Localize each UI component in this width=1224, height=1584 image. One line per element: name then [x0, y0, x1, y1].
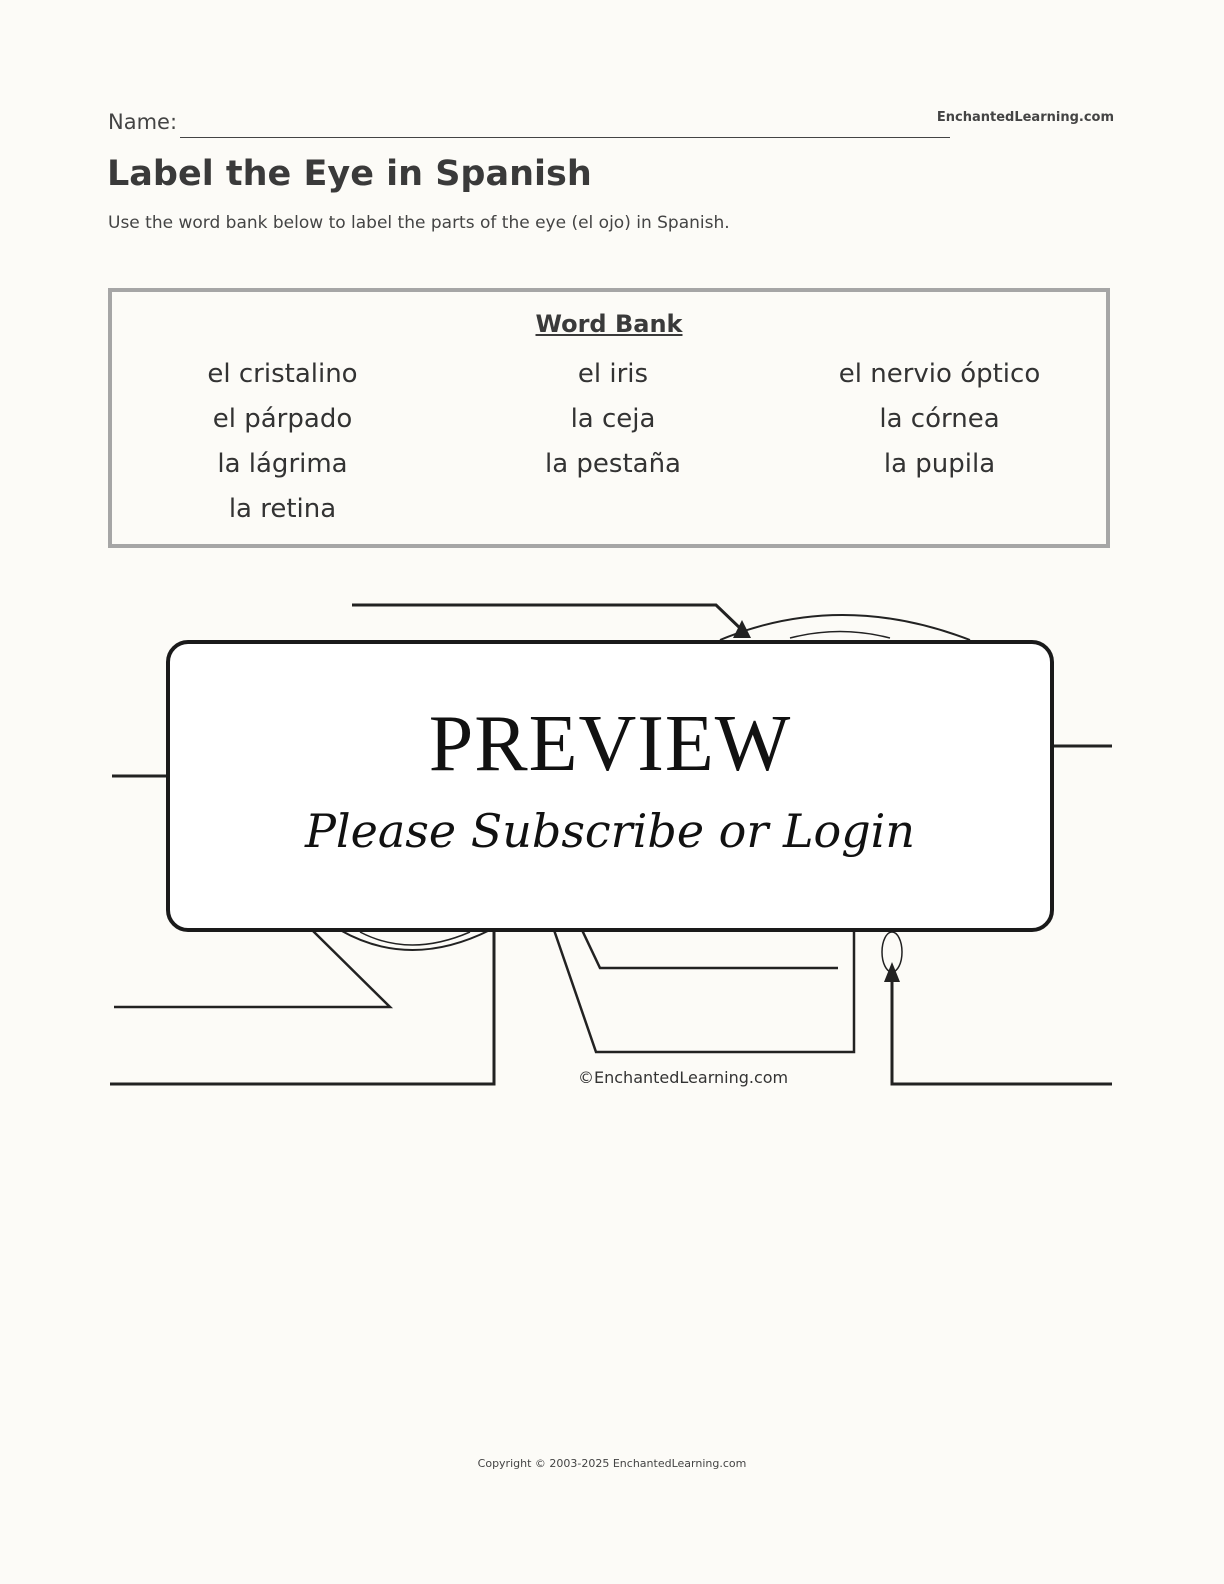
word-bank-item: la córnea [879, 404, 1000, 434]
preview-overlay[interactable] [166, 640, 1054, 932]
label-line-bottom-right [892, 970, 1112, 1084]
word-bank-item: la lágrima [217, 449, 348, 479]
word-bank-item: el cristalino [207, 359, 358, 389]
word-bank-item: la pestaña [544, 449, 681, 479]
word-bank-item: el iris [577, 359, 649, 389]
label-line-center-bottom [554, 930, 854, 1052]
eye-inner-arc [790, 632, 890, 639]
instructions: Use the word bank below to label the parts of the eye (el ojo) in Spanish. [108, 213, 730, 233]
preview-subtitle[interactable]: Please Subscribe or Login [304, 804, 916, 858]
word-bank-item: la retina [228, 494, 337, 524]
word-bank-grid [112, 352, 1106, 532]
word-bank [108, 288, 1110, 548]
word-bank-title: Word Bank [535, 310, 683, 338]
word-bank-item: el nervio óptico [838, 359, 1041, 389]
eye-lower-arc-inner [360, 932, 470, 945]
page-title: Label the Eye in Spanish [107, 154, 592, 194]
eye-outline-arc [720, 615, 970, 640]
word-bank-item: el párpado [212, 404, 353, 434]
preview-title: PREVIEW [428, 700, 792, 788]
label-line-center-lower [582, 930, 838, 968]
label-line-lower-left [114, 930, 390, 1007]
name-label: Name: [108, 110, 178, 134]
arrow-bottom-right [884, 962, 900, 982]
name-field-line [180, 137, 950, 138]
word-bank-item: la ceja [570, 404, 656, 434]
label-line-top [352, 605, 742, 630]
footer-copyright: Copyright © 2003-2025 EnchantedLearning.com [477, 1457, 747, 1470]
diagram-credit: ©EnchantedLearning.com [578, 1068, 789, 1087]
word-bank-item: la pupila [883, 449, 996, 479]
site-label: EnchantedLearning.com [936, 110, 1114, 125]
